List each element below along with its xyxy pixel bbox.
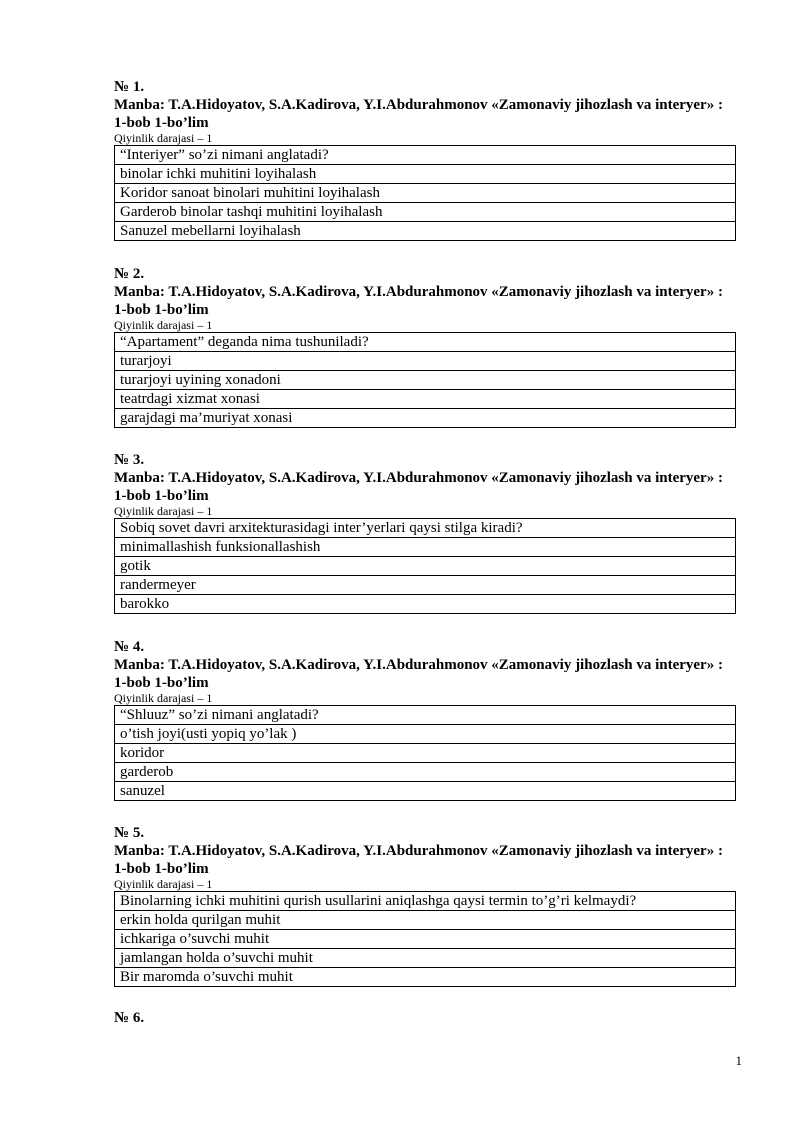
question-table: [114, 705, 736, 801]
difficulty-level: Qiyinlik darajasi – 1: [114, 318, 213, 332]
page-number: 1: [735, 1053, 742, 1068]
question-text: “Interiyer” so’zi nimani anglatadi?: [120, 147, 329, 163]
question-number: № 1.: [114, 79, 145, 95]
question-source: Manba: T.A.Hidoyatov, S.A.Kadirova, Y.I.Abdurahmonov «Zamonaviy jihozlash va interyer» : 1-bob 1-bo’lim: [114, 284, 723, 318]
question-source: Manba: T.A.Hidoyatov, S.A.Kadirova, Y.I.Abdurahmonov «Zamonaviy jihozlash va interyer» : 1-bob 1-bo’lim: [114, 843, 723, 877]
answer-option: erkin holda qurilgan muhit: [115, 910, 735, 929]
answer-option: sanuzel: [115, 781, 735, 800]
question-text: “Apartament” deganda nima tushuniladi?: [120, 334, 369, 350]
question-block: [114, 638, 736, 801]
question-text: Binolarning ichki muhitini qurish usullarini aniqlashga qaysi termin to’g’ri kelmaydi?: [120, 893, 637, 909]
answer-option: teatrdagi xizmat xonasi: [115, 389, 735, 408]
answer-option: Koridor sanoat binolari muhitini loyihalash: [115, 183, 735, 202]
question-source: Manba: T.A.Hidoyatov, S.A.Kadirova, Y.I.Abdurahmonov «Zamonaviy jihozlash va interyer» : 1-bob 1-bo’lim: [114, 97, 723, 131]
question-table: [114, 891, 736, 987]
answer-option: garajdagi ma’muriyat xonasi: [115, 408, 735, 427]
question-block: [114, 265, 736, 428]
answer-option: barokko: [115, 594, 735, 613]
answer-option: garderob: [115, 762, 735, 781]
difficulty-level: Qiyinlik darajasi – 1: [114, 691, 213, 705]
question-text: “Shluuz” so’zi nimani anglatadi?: [120, 707, 319, 723]
question-source: Manba: T.A.Hidoyatov, S.A.Kadirova, Y.I.Abdurahmonov «Zamonaviy jihozlash va interyer» : 1-bob 1-bo’lim: [114, 470, 723, 504]
question-table: [114, 332, 736, 428]
answer-option: Sanuzel mebellarni loyihalash: [115, 221, 735, 240]
difficulty-level: Qiyinlik darajasi – 1: [114, 877, 213, 891]
difficulty-level: Qiyinlik darajasi – 1: [114, 131, 213, 145]
answer-option: randermeyer: [115, 575, 735, 594]
question-block: [114, 824, 736, 987]
answer-option: turarjoyi: [115, 351, 735, 370]
question-text: Sobiq sovet davri arxitekturasidagi inter’yerlari qaysi stilga kiradi?: [120, 520, 523, 536]
question-number: № 5.: [114, 825, 145, 841]
question-number: № 4.: [114, 639, 145, 655]
question-number: № 6.: [114, 1010, 145, 1026]
answer-option: minimallashish funksionallashish: [115, 537, 735, 556]
question-number: № 3.: [114, 452, 145, 468]
answer-option: koridor: [115, 743, 735, 762]
difficulty-level: Qiyinlik darajasi – 1: [114, 504, 213, 518]
answer-option: gotik: [115, 556, 735, 575]
question-block: [114, 451, 736, 614]
answer-option: jamlangan holda o’suvchi muhit: [115, 948, 735, 967]
answer-option: binolar ichki muhitini loyihalash: [115, 164, 735, 183]
answer-option: turarjoyi uyining xonadoni: [115, 370, 735, 389]
answer-option: o’tish joyi(usti yopiq yo’lak ): [115, 724, 735, 743]
question-table: [114, 518, 736, 614]
answer-option: Bir maromda o’suvchi muhit: [115, 967, 735, 986]
question-table: [114, 145, 736, 241]
answer-option: Garderob binolar tashqi muhitini loyihalash: [115, 202, 735, 221]
question-block: [114, 78, 736, 241]
question-number: № 2.: [114, 266, 145, 282]
question-source: Manba: T.A.Hidoyatov, S.A.Kadirova, Y.I.Abdurahmonov «Zamonaviy jihozlash va interyer» : 1-bob 1-bo’lim: [114, 657, 723, 691]
answer-option: ichkariga o’suvchi muhit: [115, 929, 735, 948]
